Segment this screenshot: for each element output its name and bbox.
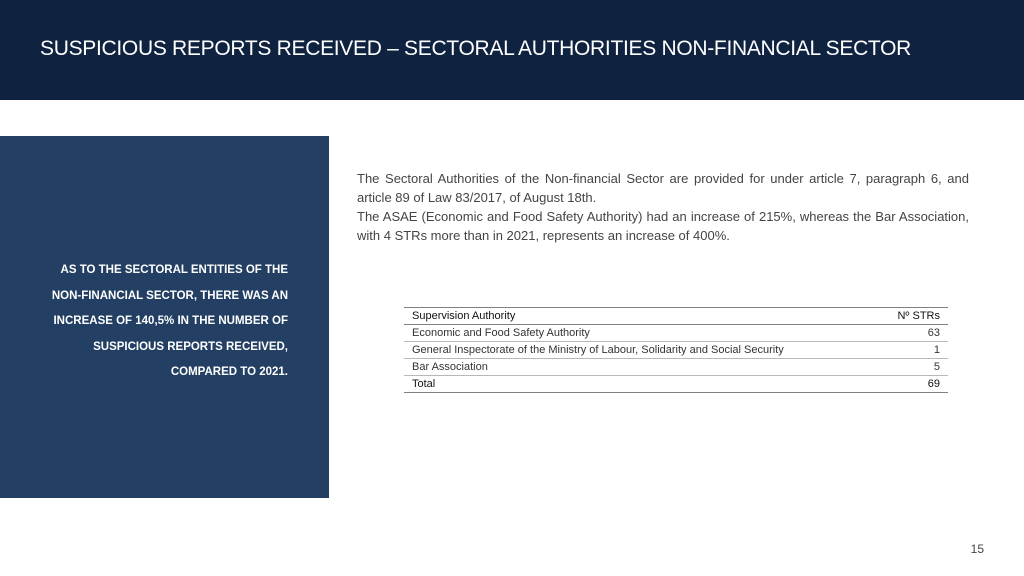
highlight-line: INCREASE OF 140,5% IN THE NUMBER OF [53, 315, 288, 327]
description-paragraph: The ASAE (Economic and Food Safety Authority) had an increase of 215%, whereas the Bar Association, with 4 STRs more than in 2021, represents an increase of 400%. [357, 209, 969, 243]
str-table [404, 307, 948, 393]
table-row [404, 325, 948, 342]
strs-cell: 1 [877, 342, 948, 359]
table-row [404, 359, 948, 376]
highlight-line: SUSPICIOUS REPORTS RECEIVED, [93, 340, 288, 353]
strs-cell: 63 [877, 325, 948, 342]
highlight-line: AS TO THE SECTORAL ENTITIES OF THE [60, 264, 288, 276]
strs-cell: 5 [877, 359, 948, 376]
highlight-line: NON-FINANCIAL SECTOR, THERE WAS AN [51, 289, 288, 302]
page-number: 15 [970, 542, 984, 556]
authority-cell: Economic and Food Safety Authority [404, 325, 877, 342]
highlight-text [28, 258, 288, 386]
total-label: Total [404, 376, 877, 393]
total-value: 69 [877, 376, 948, 393]
column-header-strs: Nº STRs [877, 308, 948, 325]
authority-cell: General Inspectorate of the Ministry of Labour, Solidarity and Social Security [404, 342, 877, 359]
table-total-row [404, 376, 948, 393]
highlight-line: COMPARED TO 2021. [170, 366, 288, 378]
table-row [404, 342, 948, 359]
column-header-authority: Supervision Authority [404, 308, 877, 325]
page-title: SUSPICIOUS REPORTS RECEIVED – SECTORAL AUTHORITIES NON-FINANCIAL SECTOR [40, 37, 911, 60]
highlight-panel [0, 136, 329, 498]
header-bar [0, 0, 1024, 100]
description-paragraph: The Sectoral Authorities of the Non-financial Sector are provided for under article 7, paragraph 6, and article 89 of Law 83/2017, of August 18th. [357, 171, 969, 205]
description-text [357, 169, 969, 245]
table-header-row [404, 308, 948, 325]
authority-cell: Bar Association [404, 359, 877, 376]
